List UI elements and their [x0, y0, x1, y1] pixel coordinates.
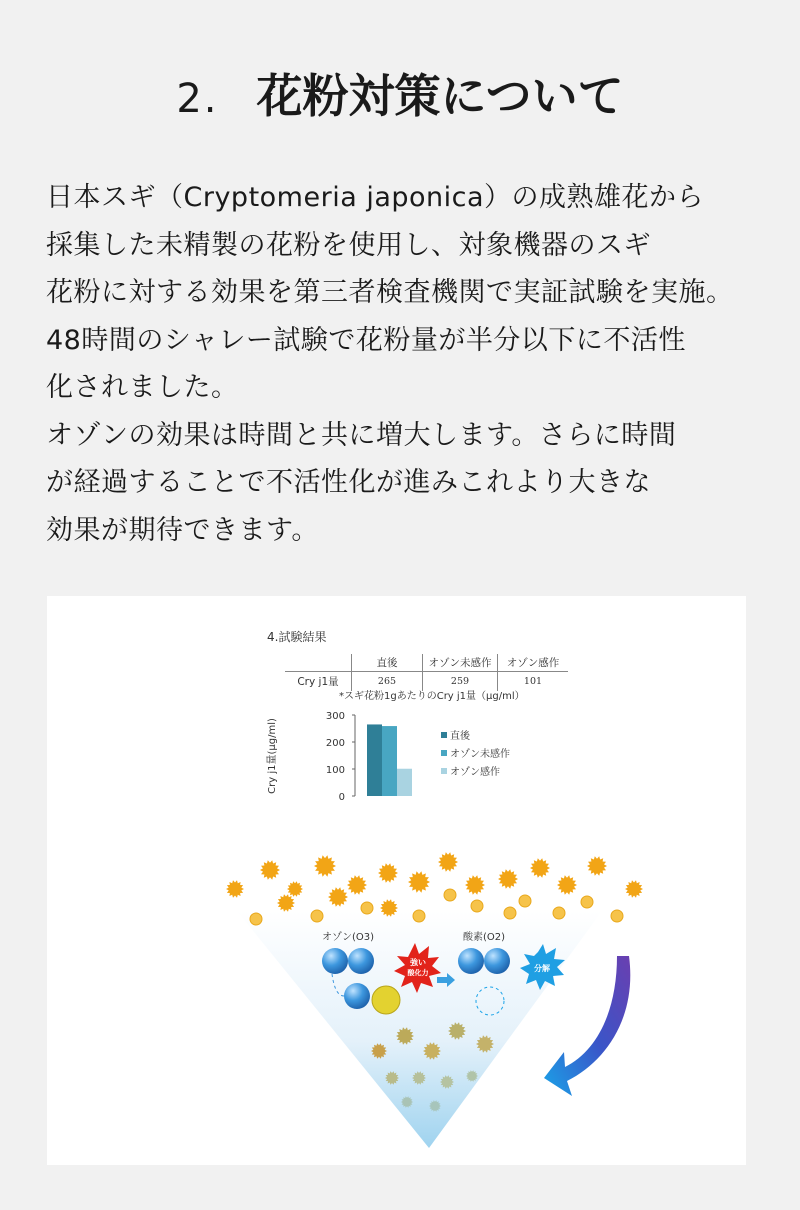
- burst-label: 強い: [410, 958, 426, 967]
- paragraph-line: オゾンの効果は時間と共に増大します。さらに時間: [46, 419, 677, 451]
- paragraph-line: 採集した未精製の花粉を使用し、対象機器のスギ: [46, 229, 651, 261]
- oxygen-molecule: [458, 948, 484, 974]
- pollen-particle: [226, 880, 244, 898]
- decompose-label: 分解: [534, 964, 550, 973]
- results-title: 4.試験結果: [267, 630, 327, 644]
- bar: [367, 724, 382, 796]
- table-cell: 265: [352, 672, 423, 692]
- funnel-triangle: [237, 911, 602, 1148]
- test-result-panel: [47, 596, 746, 1165]
- pollen-particle: [625, 880, 643, 898]
- pollen-particle: [557, 875, 577, 894]
- pollen-particle: [361, 902, 373, 914]
- pollen-particle: [519, 895, 531, 907]
- description-paragraph: [46, 174, 796, 554]
- pollen-particle: [444, 889, 456, 901]
- legend-swatch: [441, 768, 447, 774]
- pollen-particle: [378, 863, 398, 882]
- pollen-particle: [611, 910, 623, 922]
- table-cell: 101: [498, 672, 569, 692]
- paragraph-line: 48時間のシャレー試験で花粉量が半分以下に不活性: [46, 324, 686, 356]
- ozone-molecule: [322, 948, 348, 974]
- bar-chart: [263, 706, 510, 806]
- curved-arrow-icon: [544, 956, 630, 1096]
- y-tick-label: 0: [338, 792, 345, 803]
- ozone-label: オゾン(O3): [322, 932, 375, 943]
- table-cell: 259: [423, 672, 498, 692]
- legend-label: 直後: [450, 731, 470, 742]
- table-header-unexposed: オゾン未感作: [423, 654, 498, 672]
- paragraph-line: が経過することで不活性化が進みこれより大きな: [46, 467, 651, 498]
- pollen-particle: [413, 910, 425, 922]
- virus-icon: [372, 986, 400, 1014]
- pollen-particle: [498, 869, 518, 888]
- section-number: 2.: [176, 76, 219, 122]
- table-header-exposed: オゾン感作: [498, 654, 569, 672]
- y-tick-label: 200: [325, 738, 345, 749]
- legend-label: オゾン未感作: [450, 749, 510, 760]
- oxygen-label: 酸素(O2): [463, 932, 506, 943]
- legend-swatch: [441, 750, 447, 756]
- pollen-particle: [438, 852, 458, 871]
- pollen-particle: [581, 896, 593, 908]
- pollen-particle: [465, 875, 485, 894]
- results-note: *スギ花粉1gあたりのCry j1量（μg/ml）: [339, 691, 525, 702]
- bar: [397, 769, 412, 796]
- ozone-molecule: [348, 948, 374, 974]
- pollen-particle: [408, 871, 430, 892]
- burst-label: 酸化力: [407, 969, 429, 977]
- table-header-immediate: 直後: [352, 654, 423, 672]
- pollen-particle: [287, 881, 303, 897]
- paragraph-line: 日本スギ（Cryptomeria japonica）の成熟雄花から: [46, 182, 705, 213]
- paragraph-line: 効果が期待できます。: [46, 514, 319, 546]
- paragraph-line: 花粉に対する効果を第三者検査機関で実証試験を実施。: [46, 277, 734, 308]
- pollen-particle: [250, 913, 262, 925]
- ozone-molecule: [344, 983, 370, 1009]
- section-title: [0, 60, 800, 126]
- pollen-particle: [471, 900, 483, 912]
- table-header-empty: [285, 654, 352, 672]
- pollen-particle: [347, 875, 367, 894]
- table-row-label: Cry j1量: [297, 676, 339, 688]
- paragraph-line: 化されました。: [46, 372, 239, 403]
- pollen-particle: [328, 887, 348, 906]
- oxygen-molecule: [484, 948, 510, 974]
- legend-label: オゾン感作: [450, 767, 500, 778]
- ozone-illustration: [167, 846, 627, 1161]
- results-table: [285, 654, 568, 691]
- pollen-particle: [504, 907, 516, 919]
- pollen-particle: [314, 855, 336, 876]
- pollen-particle: [311, 910, 323, 922]
- pollen-particle: [587, 856, 607, 875]
- y-tick-label: 100: [325, 765, 345, 776]
- y-tick-label: 300: [325, 711, 345, 722]
- legend-swatch: [441, 732, 447, 738]
- y-axis-label: Cry j1量(μg/ml): [267, 718, 278, 794]
- pollen-particle: [553, 907, 565, 919]
- pollen-particle: [260, 860, 280, 879]
- section-heading: 花粉対策について: [256, 69, 624, 123]
- pollen-particle: [530, 858, 550, 877]
- bar: [382, 726, 397, 796]
- pollen-particle: [277, 894, 295, 912]
